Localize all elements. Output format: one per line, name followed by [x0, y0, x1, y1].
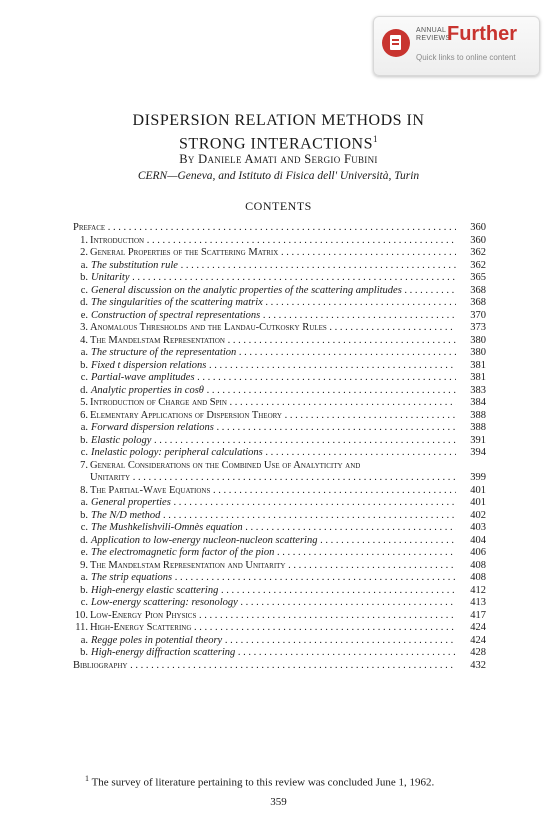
- toc-entry-title: High-energy diffraction scattering: [91, 647, 236, 658]
- toc-entry-label: [73, 322, 456, 335]
- toc-entry[interactable]: [73, 385, 486, 398]
- toc-entry[interactable]: [73, 222, 486, 235]
- toc-entry[interactable]: [73, 297, 486, 310]
- toc-entry-page: 391: [470, 434, 486, 446]
- toc-entry-label: [73, 285, 456, 298]
- toc-entry-number: 10.: [74, 609, 88, 621]
- toc-entry[interactable]: [73, 560, 486, 573]
- toc-entry-number: 5.: [80, 397, 88, 408]
- toc-entry-number: 4.: [80, 334, 88, 346]
- toc-entry-page: 383: [470, 384, 486, 396]
- toc-entry[interactable]: [73, 647, 486, 660]
- toc-entry[interactable]: [73, 372, 486, 385]
- table-of-contents: [73, 222, 486, 672]
- toc-entry[interactable]: [73, 347, 486, 360]
- toc-entry-page: 424: [470, 634, 486, 646]
- toc-entry-page: 381: [470, 359, 486, 371]
- toc-entry-number: c.: [80, 284, 88, 296]
- toc-entry-number: b.: [80, 647, 88, 658]
- toc-entry[interactable]: [73, 522, 486, 535]
- toc-entry-page: 362: [470, 247, 486, 258]
- toc-entry-title: General properties: [91, 497, 171, 508]
- toc-entry[interactable]: [73, 497, 486, 510]
- toc-entry-title: Low-energy scattering: resonology: [91, 597, 238, 608]
- toc-entry-number: e.: [80, 309, 88, 321]
- toc-entry-label: [73, 560, 456, 573]
- toc-entry-number: 2.: [80, 247, 88, 258]
- toc-entry-label: [73, 622, 456, 635]
- toc-entry-page: 399: [470, 472, 486, 483]
- toc-entry-label: [73, 572, 456, 585]
- toc-entry-label: [73, 522, 456, 535]
- toc-entry-number: b.: [80, 509, 88, 521]
- toc-entry[interactable]: [73, 485, 486, 498]
- toc-entry[interactable]: [73, 460, 486, 473]
- toc-entry-page: 380: [470, 347, 486, 358]
- toc-entry[interactable]: [73, 472, 486, 485]
- toc-entry[interactable]: [73, 422, 486, 435]
- toc-entry-page: 401: [470, 484, 486, 496]
- toc-entry-label: [73, 422, 456, 435]
- toc-entry-number: a.: [80, 634, 88, 646]
- toc-entry-number: a.: [80, 422, 88, 433]
- toc-entry-number: b.: [80, 272, 88, 283]
- document-icon: [382, 29, 410, 57]
- toc-entry-number: 7.: [80, 459, 88, 471]
- toc-entry-title: General Considerations on the Combined Use of Analyticity and: [90, 459, 361, 471]
- toc-entry-number: b.: [80, 434, 88, 446]
- toc-entry[interactable]: [73, 447, 486, 460]
- toc-entry-title: The structure of the representation: [91, 347, 237, 358]
- toc-entry[interactable]: [73, 397, 486, 410]
- toc-entry-title: Fixed t dispersion relations: [91, 359, 207, 371]
- toc-entry-label: [73, 235, 456, 248]
- toc-entry-page: 408: [470, 559, 486, 571]
- toc-entry-page: 412: [470, 584, 486, 596]
- title-line-2-text: STRONG INTERACTIONS: [179, 135, 373, 153]
- toc-entry-number: c.: [80, 372, 88, 383]
- toc-entry-label: [73, 260, 456, 273]
- toc-entry-title: The strip equations: [91, 572, 173, 583]
- toc-entry-page: 394: [470, 447, 486, 458]
- toc-entry-label: [73, 635, 456, 648]
- toc-entry[interactable]: [73, 285, 486, 298]
- author-affiliation: CERN—Geneva, and Istituto di Fisica dell' Università, Turin: [137, 170, 420, 182]
- toc-entry-label: [73, 372, 456, 385]
- page-number: 359: [270, 796, 287, 808]
- toc-entry-label: [73, 460, 456, 473]
- toc-entry-label: [73, 485, 456, 498]
- toc-entry-number: 9.: [80, 559, 88, 571]
- title-footnote-mark: 1: [372, 134, 378, 144]
- toc-entry[interactable]: [73, 247, 486, 260]
- toc-entry-page: 373: [470, 322, 486, 333]
- toc-entry-title: High-energy elastic scattering: [91, 584, 219, 596]
- toc-entry-title: Bibliography: [73, 659, 128, 671]
- toc-entry-title: Introduction of Charge and Spin: [90, 397, 227, 408]
- toc-entry[interactable]: [73, 547, 486, 560]
- toc-entry-title: General discussion on the analytic properties of the scattering amplitudes: [91, 284, 402, 296]
- toc-entry-page: 402: [470, 509, 486, 521]
- toc-entry-number: 3.: [80, 322, 88, 333]
- toc-entry-title: Inelastic pology: peripheral calculations: [91, 447, 263, 458]
- toc-entry-label: [73, 660, 456, 673]
- toc-entry-title: The Partial-Wave Equations: [90, 484, 211, 496]
- toc-entry-title: Low-Energy Pion Physics: [90, 609, 197, 621]
- toc-entry-title: The Mandelstam Representation: [90, 334, 225, 346]
- toc-entry-page: 360: [470, 222, 486, 233]
- toc-entry-page: 428: [470, 647, 486, 658]
- toc-entry-title: The singularities of the scattering matrix: [91, 297, 263, 308]
- toc-entry-title: The Mushkelishvili-Omnès equation: [91, 522, 243, 533]
- toc-entry-number: c.: [80, 522, 88, 533]
- toc-entry-number: c.: [80, 447, 88, 458]
- toc-entry-label: [73, 647, 456, 660]
- toc-entry-title: Anomalous Thresholds and the Landau-Cutkosky Rules: [90, 322, 327, 333]
- toc-entry-page: 404: [470, 534, 486, 546]
- toc-entry[interactable]: [73, 660, 486, 673]
- toc-entry-page: 408: [470, 572, 486, 583]
- title-line-1: DISPERSION RELATION METHODS IN: [132, 112, 425, 129]
- toc-entry-page: 360: [470, 234, 486, 246]
- toc-entry-number: e.: [80, 547, 88, 558]
- toc-entry-label: [73, 472, 456, 485]
- toc-entry-page: 406: [470, 547, 486, 558]
- toc-entry-number: d.: [80, 534, 88, 546]
- toc-entry-page: 403: [470, 522, 486, 533]
- toc-entry-title: Regge poles in potential theory: [91, 634, 223, 646]
- toc-entry[interactable]: [73, 435, 486, 448]
- toc-entry-label: [73, 535, 456, 548]
- toc-entry-label: [73, 297, 456, 310]
- toc-entry-label: [73, 310, 456, 323]
- toc-entry[interactable]: [73, 310, 486, 323]
- toc-entry-number: c.: [80, 597, 88, 608]
- toc-entry[interactable]: [73, 622, 486, 635]
- toc-entry-page: 424: [470, 622, 486, 633]
- footnote-text: The survey of literature pertaining to this review was concluded June 1, 1962.: [91, 776, 435, 789]
- toc-entry[interactable]: [73, 322, 486, 335]
- toc-entry-label: [73, 385, 456, 398]
- toc-entry-title: Application to low-energy nucleon-nucleon scattering: [91, 534, 318, 546]
- toc-entry-number: 1.: [80, 234, 88, 246]
- toc-entry-label: [73, 547, 456, 560]
- toc-entry-number: 8.: [80, 484, 88, 496]
- toc-entry-title: Analytic properties in cosθ: [91, 384, 204, 396]
- toc-entry-number: a.: [80, 497, 88, 508]
- toc-entry-title: Introduction: [90, 234, 145, 246]
- toc-entry-label: [73, 447, 456, 460]
- article-title: [0, 112, 557, 153]
- toc-entry[interactable]: [73, 535, 486, 548]
- badge-publisher: ANNUAL REVIEWS: [416, 27, 451, 42]
- toc-entry-label: [73, 247, 456, 260]
- toc-entry[interactable]: [73, 272, 486, 285]
- title-line-2: [0, 130, 557, 153]
- toc-entry[interactable]: [73, 572, 486, 585]
- toc-entry-number: a.: [80, 347, 88, 358]
- toc-entry-number: 11.: [75, 622, 88, 633]
- toc-entry[interactable]: [73, 635, 486, 648]
- toc-entry-label: [73, 597, 456, 610]
- toc-entry-title: Elastic pology: [91, 434, 152, 446]
- toc-entry-title: Preface: [73, 222, 106, 233]
- toc-entry-number: a.: [80, 572, 88, 583]
- contents-heading: CONTENTS: [245, 199, 312, 213]
- toc-entry-title: Construction of spectral representations: [91, 309, 261, 321]
- toc-entry-label: [73, 222, 456, 235]
- toc-entry-title: The Mandelstam Representation and Unitarity: [90, 559, 286, 571]
- toc-entry-page: 365: [470, 272, 486, 283]
- badge-subtitle: Quick links to online content: [416, 53, 516, 62]
- toc-entry-label: [73, 347, 456, 360]
- toc-entry-title: The N/D method: [91, 509, 161, 521]
- toc-entry[interactable]: [73, 585, 486, 598]
- toc-entry-title: Forward dispersion relations: [91, 422, 214, 433]
- toc-entry-label: [73, 410, 456, 423]
- article-authors: By Daniele Amati and Sergio Fubini: [179, 152, 378, 166]
- toc-entry-page: 417: [470, 609, 486, 621]
- toc-entry-title: Partial-wave amplitudes: [91, 372, 195, 383]
- toc-entry-label: [73, 272, 456, 285]
- toc-entry-number: a.: [80, 259, 88, 271]
- toc-entry-title: High-Energy Scattering: [90, 622, 192, 633]
- toc-entry[interactable]: [73, 410, 486, 423]
- toc-entry-page: 362: [470, 259, 486, 271]
- toc-entry-page: 401: [470, 497, 486, 508]
- toc-entry-page: 370: [470, 309, 486, 321]
- toc-entry-page: 388: [470, 422, 486, 433]
- toc-entry-title: The substitution rule: [91, 259, 178, 271]
- toc-entry-label: [73, 510, 456, 523]
- toc-entry-page: 368: [470, 284, 486, 296]
- toc-entry-number: 6.: [80, 409, 88, 421]
- toc-entry[interactable]: [73, 597, 486, 610]
- toc-entry-page: 368: [470, 297, 486, 308]
- toc-entry-page: 432: [470, 659, 486, 671]
- toc-entry-label: [73, 585, 456, 598]
- toc-entry-title: Elementary Applications of Dispersion Theory: [90, 409, 282, 421]
- toc-entry-number: b.: [80, 359, 88, 371]
- toc-entry-label: [73, 435, 456, 448]
- toc-entry-page: 381: [470, 372, 486, 383]
- toc-entry-title: General Properties of the Scattering Matrix: [90, 247, 279, 258]
- toc-entry-page: 384: [470, 397, 486, 408]
- footnote: [85, 774, 434, 789]
- further-badge-link[interactable]: [373, 16, 540, 76]
- toc-entry-number: d.: [80, 384, 88, 396]
- toc-entry-number: d.: [80, 297, 88, 308]
- toc-entry-label: [73, 497, 456, 510]
- toc-entry-page: 413: [470, 597, 486, 608]
- toc-entry[interactable]: [73, 610, 486, 623]
- badge-title: Further: [447, 23, 517, 45]
- toc-entry-page: 388: [470, 409, 486, 421]
- toc-entry-label: [73, 397, 456, 410]
- toc-entry[interactable]: [73, 235, 486, 248]
- toc-entry-title: Unitarity: [90, 472, 131, 483]
- toc-entry-page: 380: [470, 334, 486, 346]
- toc-entry-label: [73, 610, 456, 623]
- toc-entry[interactable]: [73, 260, 486, 273]
- toc-entry[interactable]: [73, 510, 486, 523]
- footnote-mark: 1: [85, 774, 89, 783]
- toc-entry-number: b.: [80, 584, 88, 596]
- toc-entry-title: The electromagnetic form factor of the pion: [91, 547, 275, 558]
- toc-entry[interactable]: [73, 360, 486, 373]
- toc-entry-title: Unitarity: [91, 272, 130, 283]
- toc-entry-label: [73, 335, 456, 348]
- toc-entry[interactable]: [73, 335, 486, 348]
- toc-entry-label: [73, 360, 456, 373]
